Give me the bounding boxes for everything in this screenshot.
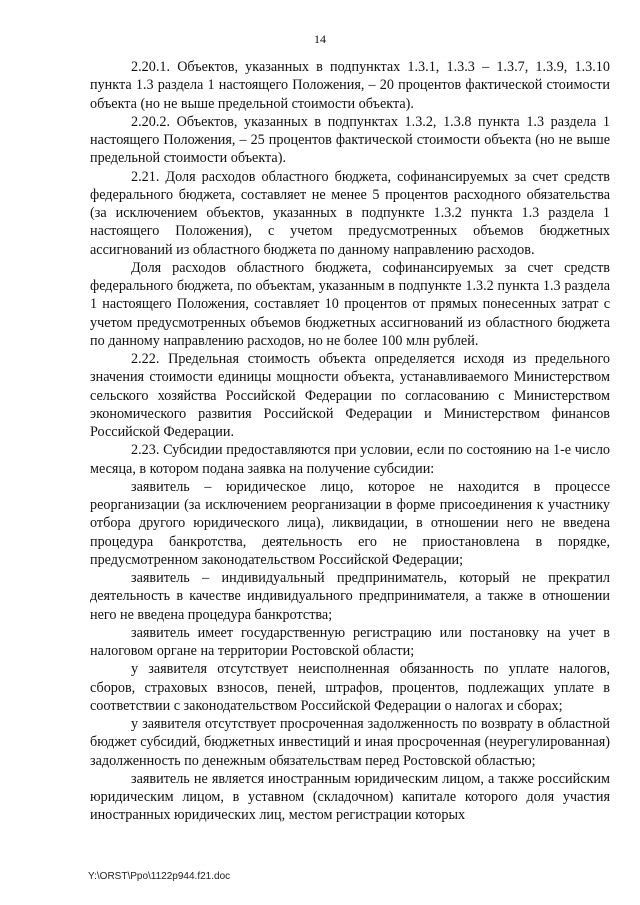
footer-file-path: Y:\ORST\Ppo\1122p944.f21.doc: [88, 871, 231, 882]
paragraph-2-20-2: 2.20.2. Объектов, указанных в подпунктах 1.3.2, 1.3.8 пункта 1.3 раздела 1 настоящего Положения, – 25 процентов фактической стоимости объекта (но не выше предельной стоимости объекта).: [90, 113, 610, 167]
paragraph-2-21: 2.21. Доля расходов областного бюджета, софинансируемых за счет средств федерального бюджета, составляет не менее 5 процентов расходного обязательства (за исключением объектов, указанных в подпункте 1.3.2 пункта 1.3 раздела 1 настоящего Положения), с учетом предусмотренных объемов бюджетных ассигнований из областного бюджета по данному направлению расходов.: [90, 168, 610, 258]
page-number: 14: [314, 32, 326, 46]
condition-not-foreign-entity: заявитель не является иностранным юридическим лицом, а также российским юридическим лицом, в уставном (складочном) капитале которого доля участия иностранных юридических лиц, местом регистрации которых: [90, 770, 610, 824]
paragraph-2-22: 2.22. Предельная стоимость объекта определяется исходя из предельного значения стоимости единицы мощности объекта, устанавливаемого Министерством сельского хозяйства Российской Федерации по согласованию с Министерством экономического развития Российской Федерации и Министерством финансов Российской Федерации.: [90, 351, 610, 440]
paragraph-2-21-share: Доля расходов областного бюджета, софинансируемых за счет средств федерального бюджета, по объектам, указанным в подпункте 1.3.2 пункта 1.3 раздела 1 настоящего Положения, составляет 10 процентов от прямых понесенных затрат с учетом предусмотренных объемов бюджетных ассигнований из областного бюджета по данному направлению расходов, но не более 100 млн рублей.: [90, 259, 610, 349]
paragraph-2-23: 2.23. Субсидии предоставляются при условии, если по состоянию на 1-е число месяца, в котором подана заявка на получение субсидии:: [90, 442, 610, 477]
condition-no-tax-debt: у заявителя отсутствует неисполненная обязанность по уплате налогов, сборов, страховых взносов, пеней, штрафов, процентов, подлежащих уплате в соответствии с законодательством Российской Федерации о налогах и сборах;: [90, 661, 610, 714]
condition-no-overdue-debt: у заявителя отсутствует просроченная задолженность по возврату в областной бюджет субсидий, бюджетных инвестиций и иная просроченная (неурегулированная) задолженность по денежным обязательствам перед Ростовской областью;: [90, 716, 610, 769]
condition-individual-entrepreneur: заявитель – индивидуальный предприниматель, который не прекратил деятельность в качестве индивидуального предпринимателя, а также в отношении него не введена процедура банкротства;: [90, 570, 610, 623]
paragraph-2-20-1: 2.20.1. Объектов, указанных в подпунктах 1.3.1, 1.3.3 – 1.3.7, 1.3.9, 1.3.10 пункта 1.3 раздела 1 настоящего Положения, – 20 процентов фактической стоимости объекта (но не выше предельной стоимости объекта).: [90, 59, 610, 112]
condition-registration: заявитель имеет государственную регистрацию или постановку на учет в налоговом органе на территории Ростовской области;: [90, 624, 610, 659]
document-body: [90, 58, 610, 825]
condition-legal-entity: заявитель – юридическое лицо, которое не находится в процессе реорганизации (за исключением реорганизации в форме присоединения к участнику отбора другого юридического лица), ликвидации, в отношении него не введена процедура банкротства, деятельность его не приостановлена в порядке, предусмотренном законодательством Российской Федерации;: [90, 478, 610, 568]
